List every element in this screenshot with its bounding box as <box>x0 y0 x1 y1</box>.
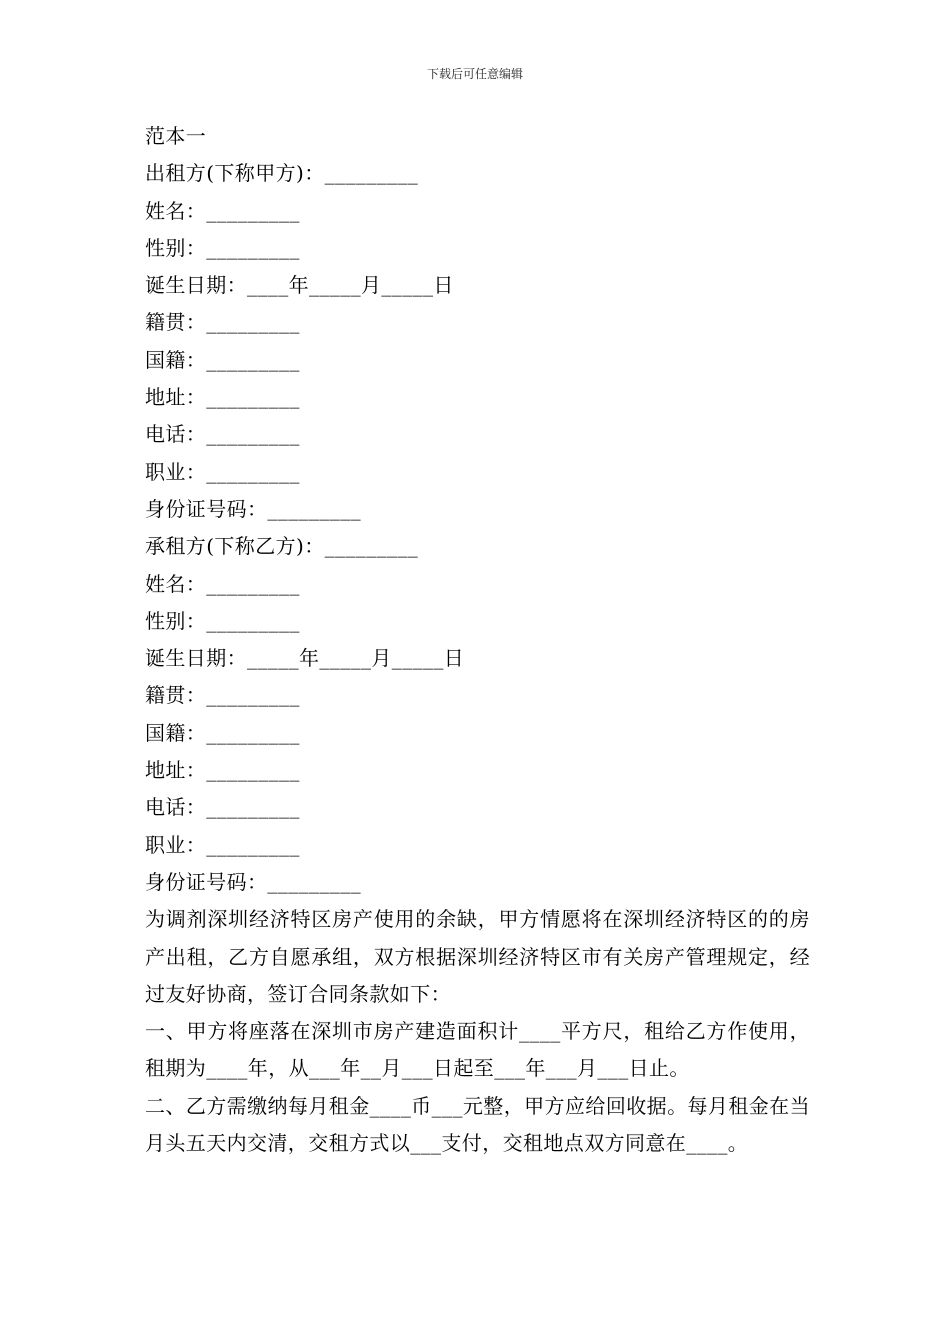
lessee-nationality-field: 国籍：_________ <box>145 720 300 745</box>
lessor-gender-field: 性别：_________ <box>145 235 300 260</box>
lessee-native-place-field: 籍贯：_________ <box>145 683 300 708</box>
lessee-birth-field: 诞生日期：_____年_____月_____日 <box>145 646 465 671</box>
lessor-id-number-field: 身份证号码：_________ <box>145 496 361 521</box>
contract-body <box>145 118 810 1162</box>
page-header-note: 下载后可任意编辑 <box>426 67 523 81</box>
clause-2-paragraph: 二、乙方需缴纳每月租金____币___元整，甲方应给回收据。每月租金在当月头五天内交清，交租方式以___支付，交租地点双方同意在____。 <box>145 1093 810 1156</box>
lessor-heading: 出租方(下称甲方)：_________ <box>145 161 419 186</box>
lessee-occupation-field: 职业：_________ <box>145 832 300 857</box>
lessee-heading: 承租方(下称乙方)：_________ <box>145 534 419 559</box>
lessor-nationality-field: 国籍：_________ <box>145 347 300 372</box>
lessee-gender-field: 性别：_________ <box>145 608 300 633</box>
intro-paragraph: 为调剂深圳经济特区房产使用的余缺，甲方情愿将在深圳经济特区的的房产出租，乙方自愿承组，双方根据深圳经济特区市有关房产管理规定，经过友好协商，签订合同条款如下： <box>145 907 810 1006</box>
lessor-phone-field: 电话：_________ <box>145 422 300 447</box>
lessee-name-field: 姓名：_________ <box>145 571 300 596</box>
doc-title: 范本一 <box>145 124 207 148</box>
lessor-address-field: 地址：_________ <box>145 385 300 410</box>
clause-1-paragraph: 一、甲方将座落在深圳市房产建造面积计____平方尺，租给乙方作使用，租期为____年，从___年__月___日起至___年___月___日止。 <box>145 1019 810 1081</box>
lessee-phone-field: 电话：_________ <box>145 795 300 820</box>
lessor-name-field: 姓名：_________ <box>145 198 300 223</box>
lessor-native-place-field: 籍贯：_________ <box>145 310 300 335</box>
lessor-birth-field: 诞生日期：____年_____月_____日 <box>145 273 454 298</box>
lessee-id-number-field: 身份证号码：_________ <box>145 869 361 894</box>
lessor-occupation-field: 职业：_________ <box>145 459 300 484</box>
lessee-address-field: 地址：_________ <box>145 758 300 783</box>
